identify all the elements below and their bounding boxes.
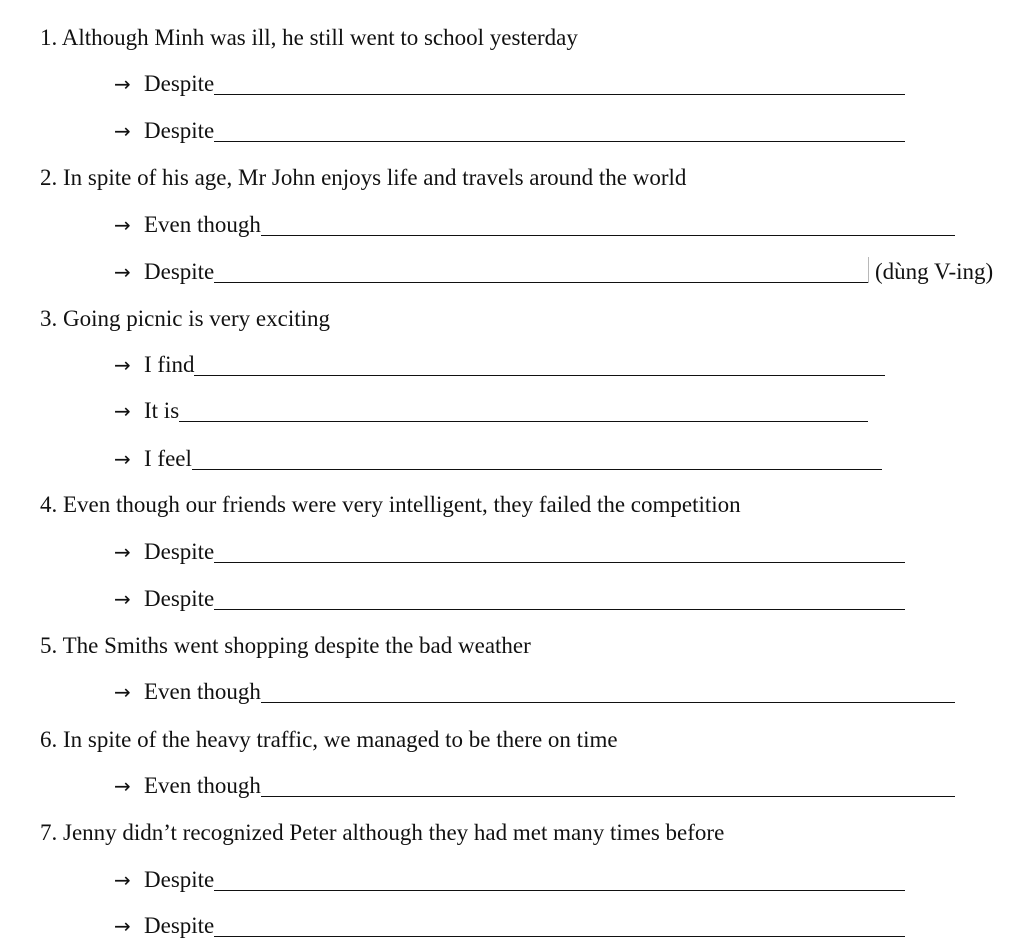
answer-line bbox=[114, 257, 993, 287]
answer-lead: Even though bbox=[144, 212, 261, 237]
answer-blank[interactable] bbox=[214, 260, 868, 283]
arrow-right-icon: → bbox=[114, 680, 131, 704]
question-3-prompt: 3. Going picnic is very exciting bbox=[40, 306, 330, 331]
answer-blank[interactable] bbox=[179, 399, 868, 422]
arrow-right-icon: → bbox=[114, 914, 131, 938]
answer-blank[interactable] bbox=[214, 587, 905, 610]
arrow-right-icon: → bbox=[114, 353, 131, 377]
answer-blank[interactable] bbox=[214, 914, 905, 937]
answer-lead: I find bbox=[144, 352, 195, 377]
answer-line bbox=[114, 116, 905, 146]
answer-lead: Despite bbox=[144, 539, 215, 564]
divider bbox=[868, 257, 869, 283]
answer-hint: (dùng V-ing) bbox=[875, 259, 994, 284]
arrow-right-icon: → bbox=[114, 540, 131, 564]
answer-lead: Despite bbox=[144, 71, 215, 96]
answer-lead: Even though bbox=[144, 773, 261, 798]
question-6-prompt: 6. In spite of the heavy traffic, we managed to be there on time bbox=[40, 727, 618, 752]
answer-blank[interactable] bbox=[194, 353, 885, 376]
answer-lead: Despite bbox=[144, 867, 215, 892]
question-4-prompt: 4. Even though our friends were very intelligent, they failed the competition bbox=[40, 492, 741, 517]
answer-line bbox=[114, 911, 905, 941]
arrow-right-icon: → bbox=[114, 447, 131, 471]
answer-line bbox=[114, 444, 882, 474]
question-5-prompt: 5. The Smiths went shopping despite the bad weather bbox=[40, 633, 531, 658]
arrow-right-icon: → bbox=[114, 587, 131, 611]
arrow-right-icon: → bbox=[114, 399, 131, 423]
answer-lead: Even though bbox=[144, 679, 261, 704]
arrow-right-icon: → bbox=[114, 119, 131, 143]
question-7-prompt: 7. Jenny didn’t recognized Peter although they had met many times before bbox=[40, 820, 725, 845]
answer-line bbox=[114, 537, 905, 567]
answer-line bbox=[114, 69, 905, 99]
answer-lead: Despite bbox=[144, 913, 215, 938]
answer-lead: It is bbox=[144, 398, 180, 423]
answer-blank[interactable] bbox=[261, 213, 955, 236]
arrow-right-icon: → bbox=[114, 868, 131, 892]
answer-lead: Despite bbox=[144, 118, 215, 143]
answer-lead: Despite bbox=[144, 259, 215, 284]
answer-lead: I feel bbox=[144, 446, 192, 471]
answer-blank[interactable] bbox=[214, 119, 905, 142]
answer-blank[interactable] bbox=[214, 868, 905, 891]
answer-line bbox=[114, 210, 955, 240]
answer-line bbox=[114, 584, 905, 614]
answer-blank[interactable] bbox=[261, 680, 955, 703]
answer-note bbox=[868, 257, 993, 287]
arrow-right-icon: → bbox=[114, 260, 131, 284]
question-2-prompt: 2. In spite of his age, Mr John enjoys life and travels around the world bbox=[40, 165, 687, 190]
arrow-right-icon: → bbox=[114, 213, 131, 237]
answer-blank[interactable] bbox=[214, 540, 905, 563]
question-1-prompt: 1. Although Minh was ill, he still went to school yesterday bbox=[40, 25, 578, 50]
arrow-right-icon: → bbox=[114, 774, 131, 798]
arrow-right-icon: → bbox=[114, 72, 131, 96]
answer-lead: Despite bbox=[144, 586, 215, 611]
answer-line bbox=[114, 677, 955, 707]
answer-line bbox=[114, 350, 885, 380]
answer-line bbox=[114, 396, 868, 426]
answer-line bbox=[114, 865, 905, 895]
answer-blank[interactable] bbox=[261, 774, 955, 797]
answer-blank[interactable] bbox=[214, 72, 905, 95]
answer-line bbox=[114, 771, 955, 801]
answer-blank[interactable] bbox=[192, 447, 882, 470]
